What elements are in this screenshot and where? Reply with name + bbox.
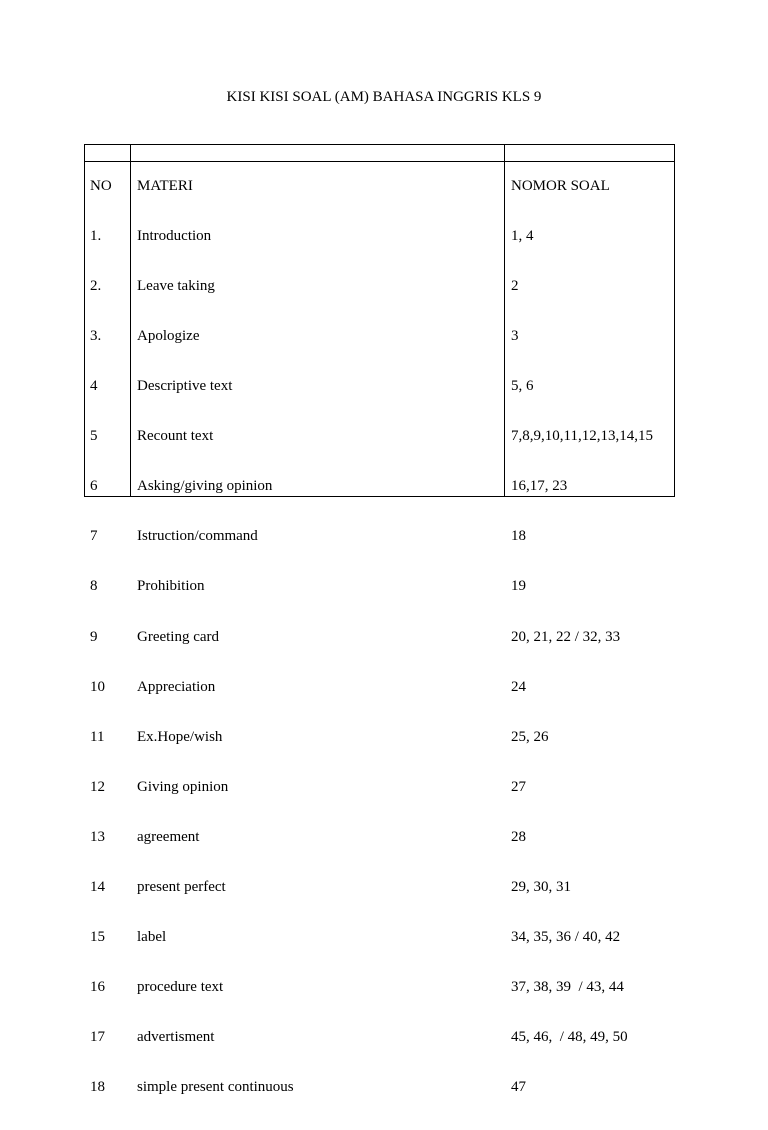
document-title: KISI KISI SOAL (AM) BAHASA INGGRIS KLS 9 <box>226 89 542 105</box>
cell-nomor-soal: 16,17, 23 <box>511 478 568 495</box>
cell-nomor-soal: 19 <box>511 578 526 595</box>
cell-no: 8 <box>90 578 98 595</box>
cell-nomor-soal: 2 <box>511 277 519 294</box>
header-materi: MATERI <box>137 178 193 195</box>
cell-no: 5 <box>90 428 98 445</box>
question-grid-table <box>84 144 675 1096</box>
cell-materi: simple present continuous <box>137 1079 294 1096</box>
cell-materi: Leave taking <box>137 277 215 294</box>
cell-materi: Introduction <box>137 227 212 244</box>
cell-materi: advertisment <box>137 1029 215 1046</box>
cell-materi: Apologize <box>137 328 200 344</box>
cell-nomor-soal: 25, 26 <box>511 728 549 745</box>
cell-nomor-soal: 24 <box>511 678 526 695</box>
cell-materi: Recount text <box>137 428 214 445</box>
cell-materi: Greeting card <box>137 628 220 645</box>
cell-materi: Giving opinion <box>137 778 229 795</box>
cell-materi: Appreciation <box>137 678 216 695</box>
cell-materi: Istruction/command <box>137 528 258 545</box>
cell-nomor-soal: 7,8,9,10,11,12,13,14,15 <box>511 428 653 445</box>
cell-no: 17 <box>90 1029 105 1046</box>
cell-nomor-soal: 1, 4 <box>511 227 534 244</box>
cell-nomor-soal: 20, 21, 22 / 32, 33 <box>511 628 621 645</box>
cell-materi: agreement <box>137 828 200 845</box>
column-nomor-soal <box>511 145 653 1130</box>
cell-materi: Asking/giving opinion <box>137 478 273 495</box>
cell-no: 11 <box>90 728 105 745</box>
cell-materi: procedure text <box>137 979 224 996</box>
column-materi <box>137 145 294 1130</box>
header-nomor-soal: NOMOR SOAL <box>511 178 610 195</box>
cell-nomor-soal: 5, 6 <box>511 378 534 395</box>
cell-nomor-soal: 34, 35, 36 / 40, 42 <box>511 929 621 946</box>
cell-no: 4 <box>90 378 98 395</box>
column-divider-materi <box>504 145 505 496</box>
column-divider-no <box>130 145 131 496</box>
cell-materi: present perfect <box>137 879 226 896</box>
column-no <box>90 145 112 1130</box>
cell-no: 15 <box>90 929 105 946</box>
cell-no: 7 <box>90 528 98 545</box>
header-no: NO <box>90 178 112 195</box>
cell-no: 13 <box>90 828 105 845</box>
cell-materi: label <box>137 929 167 946</box>
cell-no: 10 <box>90 678 105 695</box>
cell-nomor-soal: 47 <box>511 1079 526 1096</box>
cell-no: 6 <box>90 478 98 495</box>
cell-nomor-soal: 29, 30, 31 <box>511 879 571 896</box>
cell-materi: Ex.Hope/wish <box>137 728 223 745</box>
cell-materi: Descriptive text <box>137 378 233 395</box>
cell-nomor-soal: 18 <box>511 528 526 545</box>
cell-no: 16 <box>90 979 105 996</box>
cell-nomor-soal: 37, 38, 39 / 43, 44 <box>511 979 624 996</box>
cell-no: 3. <box>90 328 102 344</box>
cell-no: 14 <box>90 879 105 896</box>
cell-no: 12 <box>90 778 105 795</box>
cell-nomor-soal: 3 <box>511 328 519 344</box>
cell-no: 2. <box>90 277 102 294</box>
cell-materi: Prohibition <box>137 578 205 595</box>
cell-no: 1. <box>90 227 102 244</box>
cell-nomor-soal: 45, 46, / 48, 49, 50 <box>511 1029 628 1046</box>
cell-no: 9 <box>90 628 98 645</box>
cell-nomor-soal: 28 <box>511 828 526 845</box>
cell-nomor-soal: 27 <box>511 778 526 795</box>
cell-no: 18 <box>90 1079 105 1096</box>
